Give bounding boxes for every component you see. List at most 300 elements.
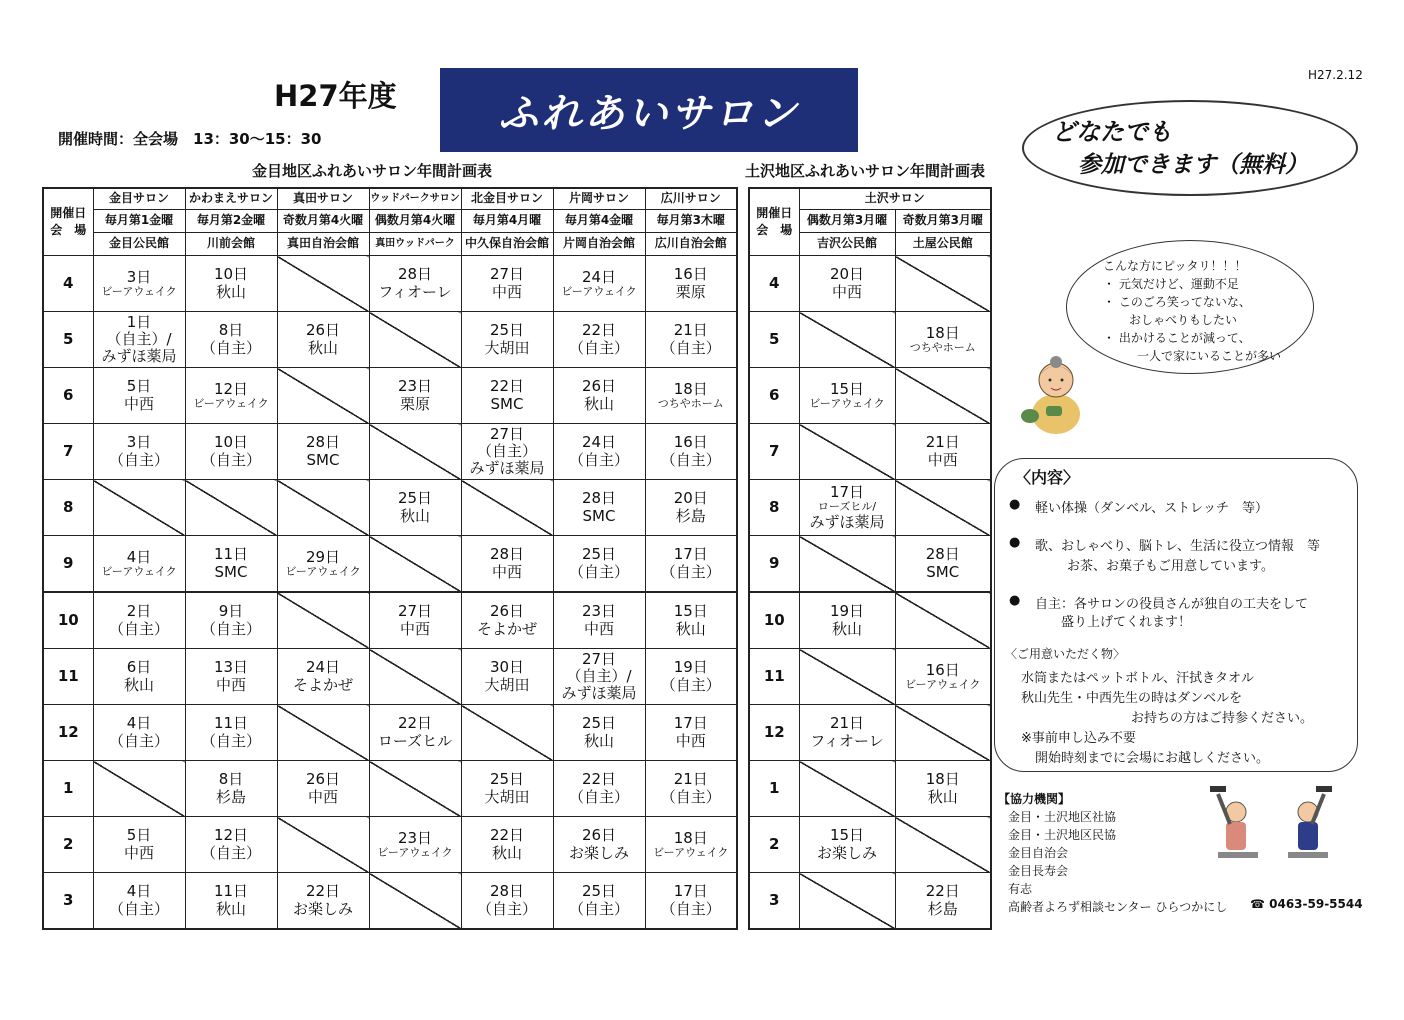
coop-item: 金目自治会 <box>1008 846 1069 860</box>
session-cell <box>461 256 553 312</box>
session-date: 28日 <box>397 265 433 284</box>
salon-schedule-header: 偶数月第3月曜 <box>799 210 895 233</box>
session-detail: お楽しみ <box>816 843 877 862</box>
no-session-cell <box>799 649 895 705</box>
session-cell <box>645 649 737 705</box>
session-detail: お楽しみ <box>568 843 629 862</box>
session-cell <box>645 536 737 593</box>
corner-label: 開催日 <box>756 206 793 221</box>
session-date: 10日 <box>213 265 249 284</box>
salon-schedule-header: 偶数月第4火曜 <box>369 210 461 233</box>
no-session-cell <box>369 312 461 368</box>
no-session-cell <box>895 817 991 873</box>
session-cell <box>895 649 991 705</box>
session-detail: 杉島 <box>675 506 706 525</box>
welcome-line-1: どなたでも <box>1052 118 1172 146</box>
session-cell <box>461 873 553 930</box>
session-detail: みずほ薬局 <box>561 684 637 703</box>
tsuchisawa-schedule-table <box>748 187 992 930</box>
no-session-cell <box>277 256 369 312</box>
salon-name-header: 片岡サロン <box>553 188 645 210</box>
kaneme-table-title: 金目地区ふれあいサロン年間計画表 <box>252 162 493 180</box>
session-detail: ビーアウェイク <box>809 396 885 410</box>
session-detail: （自主） <box>476 899 537 918</box>
no-session-cell <box>799 536 895 593</box>
session-detail: 秋山 <box>215 282 246 301</box>
session-date: 28日 <box>489 882 525 901</box>
session-date: 5日 <box>126 826 152 845</box>
session-cell <box>461 312 553 368</box>
bullet-icon: ● <box>1009 593 1021 608</box>
session-cell <box>553 312 645 368</box>
session-cell <box>799 368 895 424</box>
target-audience-bubble <box>1066 240 1314 374</box>
salon-venue-header: 真田自治会館 <box>277 233 369 256</box>
session-date: 28日 <box>305 433 341 452</box>
no-session-cell <box>369 873 461 930</box>
session-date: 19日 <box>829 602 865 621</box>
session-detail: （自主） <box>108 619 169 638</box>
session-date: 27日 <box>489 265 525 284</box>
session-detail: SMC <box>582 506 616 525</box>
session-detail: つちやホーム <box>909 340 976 354</box>
session-detail: 秋山 <box>675 619 706 638</box>
session-date: 3日 <box>126 267 152 286</box>
session-date: 16日 <box>673 433 708 452</box>
contents-item: 自主：各サロンの役員さんが独自の工夫をして <box>1035 597 1309 612</box>
session-date: 25日 <box>581 545 617 564</box>
session-date: 2日 <box>126 602 152 621</box>
item-to-bring: 水筒またはペットボトル、汗拭きタオル <box>1021 671 1254 686</box>
session-cell <box>369 480 461 536</box>
audience-item: ・ このごろ笑ってないな、 <box>1103 295 1251 309</box>
session-detail: みずほ薬局 <box>469 459 545 478</box>
session-detail: ビーアウェイク <box>653 845 729 859</box>
session-detail: みずほ薬局 <box>101 347 177 366</box>
session-date: 22日 <box>489 377 525 396</box>
session-cell <box>185 256 277 312</box>
contents-item: お茶、お菓子もご用意しています。 <box>1067 559 1274 574</box>
month-cell: 2 <box>749 817 799 873</box>
session-detail: ビーアウェイク <box>377 845 453 859</box>
session-detail: ローズヒル <box>377 731 453 750</box>
session-cell <box>93 368 185 424</box>
session-cell <box>895 424 991 480</box>
salon-schedule-header: 毎月第4月曜 <box>461 210 553 233</box>
session-detail: （自主） <box>476 441 537 460</box>
month-cell: 6 <box>749 368 799 424</box>
salon-venue-header: 土屋公民館 <box>895 233 991 256</box>
session-detail: （自主） <box>660 675 721 694</box>
session-detail: 秋山 <box>215 899 246 918</box>
bullet-icon: ● <box>1009 497 1021 512</box>
coop-title: 【協力機関】 <box>998 792 1071 806</box>
no-session-cell <box>799 424 895 480</box>
session-detail: （自主） <box>660 450 721 469</box>
salon-name-header: 金目サロン <box>93 188 185 210</box>
session-detail: （自主） <box>200 450 261 469</box>
session-detail: 中西 <box>123 843 154 862</box>
no-session-cell <box>799 761 895 817</box>
item-to-bring: お持ちの方はご持参ください。 <box>1131 711 1314 726</box>
no-session-cell <box>369 424 461 480</box>
session-cell <box>799 480 895 536</box>
session-date: 26日 <box>489 602 525 621</box>
month-cell: 1 <box>43 761 93 817</box>
session-cell <box>645 368 737 424</box>
no-session-cell <box>93 480 185 536</box>
session-detail: 秋山 <box>123 675 154 694</box>
session-date: 4日 <box>126 714 152 733</box>
session-cell <box>461 761 553 817</box>
salon-venue-header: 川前会館 <box>185 233 277 256</box>
session-detail: 秋山 <box>399 506 430 525</box>
month-cell: 9 <box>43 536 93 593</box>
month-cell: 3 <box>43 873 93 930</box>
session-date: 25日 <box>489 321 525 340</box>
session-detail: （自主） <box>660 562 721 581</box>
session-cell <box>277 649 369 705</box>
session-detail: 中西 <box>583 619 614 638</box>
grandmother-illustration <box>1016 350 1094 436</box>
session-cell <box>895 312 991 368</box>
session-date: 8日 <box>218 770 244 789</box>
salon-schedule-header: 奇数月第3月曜 <box>895 210 991 233</box>
session-detail: 大胡田 <box>484 787 530 806</box>
session-cell <box>645 873 737 930</box>
opening-hours: 開催時間：全会場 13：30～15：30 <box>58 130 322 148</box>
session-date: 13日 <box>213 658 249 677</box>
session-date: 22日 <box>305 882 341 901</box>
session-date: 23日 <box>397 828 433 847</box>
session-detail: 大胡田 <box>484 675 530 694</box>
no-session-cell <box>369 649 461 705</box>
contents-title: 〈内容〉 <box>1015 468 1080 487</box>
session-detail: （自主） <box>200 843 261 862</box>
session-date: 25日 <box>581 882 617 901</box>
session-cell <box>553 649 645 705</box>
session-detail: ビーアウェイク <box>193 396 269 410</box>
session-cell <box>277 312 369 368</box>
session-cell <box>185 368 277 424</box>
salon-venue-header: 中久保自治会館 <box>461 233 553 256</box>
welcome-line-2: 参加できます（無料） <box>1078 152 1308 178</box>
session-detail: （自主） <box>200 731 261 750</box>
session-cell <box>369 705 461 761</box>
corner-header <box>749 188 799 256</box>
welcome-callout <box>1022 100 1358 196</box>
no-session-cell <box>277 368 369 424</box>
session-cell <box>185 424 277 480</box>
session-detail: ビーアウェイク <box>561 284 637 298</box>
session-cell <box>645 817 737 873</box>
session-date: 22日 <box>397 714 433 733</box>
session-cell <box>553 480 645 536</box>
session-date: 24日 <box>581 267 617 286</box>
session-cell <box>799 817 895 873</box>
month-cell: 8 <box>749 480 799 536</box>
month-cell: 4 <box>43 256 93 312</box>
session-detail: （自主）/ <box>106 329 172 348</box>
session-cell <box>185 312 277 368</box>
session-date: 24日 <box>305 658 341 677</box>
session-cell <box>185 761 277 817</box>
session-date: 26日 <box>581 826 617 845</box>
session-date: 17日 <box>673 882 708 901</box>
session-cell <box>277 761 369 817</box>
session-detail: （自主） <box>568 787 629 806</box>
session-cell <box>369 817 461 873</box>
session-date: 25日 <box>581 714 617 733</box>
salon-venue-header: 吉沢公民館 <box>799 233 895 256</box>
no-session-cell <box>369 536 461 593</box>
session-detail: 杉島 <box>927 899 958 918</box>
session-detail: 中西 <box>399 619 430 638</box>
salon-name-header: 北金目サロン <box>461 188 553 210</box>
session-detail: 中西 <box>491 282 522 301</box>
session-cell <box>895 873 991 930</box>
session-date: 15日 <box>829 826 865 845</box>
session-detail: 秋山 <box>831 619 862 638</box>
no-session-cell <box>277 817 369 873</box>
session-date: 21日 <box>673 321 708 340</box>
session-date: 17日 <box>673 545 708 564</box>
session-date: 4日 <box>126 882 152 901</box>
session-date: 20日 <box>829 265 865 284</box>
session-detail: （自主） <box>568 338 629 357</box>
notice: ※事前申し込み不要 <box>1021 731 1136 746</box>
session-date: 12日 <box>213 826 249 845</box>
session-cell <box>553 817 645 873</box>
session-detail: ビーアウェイク <box>101 564 177 578</box>
session-cell <box>185 705 277 761</box>
session-cell <box>369 368 461 424</box>
session-detail: フィオーレ <box>810 731 884 750</box>
salon-name-header: 土沢サロン <box>799 188 991 210</box>
session-date: 30日 <box>489 658 525 677</box>
session-date: 28日 <box>489 545 525 564</box>
items-to-bring-title: 〈ご用意いただく物〉 <box>1005 647 1126 661</box>
session-detail: 中西 <box>675 731 706 750</box>
session-detail: 中西 <box>491 562 522 581</box>
salon-name-header: 真田サロン <box>277 188 369 210</box>
contents-box <box>994 458 1358 772</box>
salon-schedule-header: 毎月第3木曜 <box>645 210 737 233</box>
session-cell <box>93 705 185 761</box>
session-date: 24日 <box>581 433 617 452</box>
session-cell <box>799 592 895 649</box>
session-date: 28日 <box>581 489 617 508</box>
session-date: 26日 <box>305 770 341 789</box>
session-date: 3日 <box>126 433 152 452</box>
session-cell <box>461 592 553 649</box>
session-date: 1日 <box>126 312 152 331</box>
page-title-banner: ふれあいサロン <box>440 68 858 152</box>
session-detail: フィオーレ <box>378 282 452 301</box>
session-cell <box>645 761 737 817</box>
session-cell <box>645 480 737 536</box>
session-date: 27日 <box>489 424 525 443</box>
session-cell <box>645 256 737 312</box>
session-detail: SMC <box>490 394 524 413</box>
salon-name-header: かわまえサロン <box>185 188 277 210</box>
exercise-illustration <box>1200 782 1350 882</box>
month-cell: 12 <box>43 705 93 761</box>
bullet-icon: ● <box>1009 535 1021 550</box>
session-cell <box>93 312 185 368</box>
month-cell: 10 <box>749 592 799 649</box>
session-detail: 秋山 <box>307 338 338 357</box>
session-detail: 秋山 <box>583 731 614 750</box>
coop-item: 高齢者よろず相談センター ひらつかにし <box>1008 900 1228 914</box>
session-detail: 中西 <box>927 450 958 469</box>
session-cell <box>185 873 277 930</box>
session-date: 22日 <box>489 826 525 845</box>
session-date: 15日 <box>673 602 708 621</box>
month-cell: 8 <box>43 480 93 536</box>
session-date: 23日 <box>397 377 433 396</box>
month-cell: 7 <box>749 424 799 480</box>
session-detail: （自主） <box>568 450 629 469</box>
session-date: 26日 <box>581 377 617 396</box>
corner-label: 会 場 <box>50 223 87 237</box>
session-detail: そよかぜ <box>292 675 353 694</box>
session-date: 20日 <box>673 489 708 508</box>
session-detail: （自主） <box>568 562 629 581</box>
corner-label: 会 場 <box>756 223 793 237</box>
session-date: 21日 <box>925 433 960 452</box>
session-detail: お楽しみ <box>292 899 353 918</box>
no-session-cell <box>93 761 185 817</box>
session-cell <box>895 536 991 593</box>
no-session-cell <box>895 368 991 424</box>
session-date: 21日 <box>829 714 865 733</box>
session-date: 27日 <box>581 649 617 668</box>
session-cell <box>553 424 645 480</box>
session-cell <box>461 817 553 873</box>
salon-schedule-header: 毎月第1金曜 <box>93 210 185 233</box>
no-session-cell <box>461 480 553 536</box>
session-date: 6日 <box>126 658 152 677</box>
fiscal-year: H27年度 <box>274 79 397 113</box>
session-cell <box>895 761 991 817</box>
session-cell <box>553 873 645 930</box>
month-cell: 12 <box>749 705 799 761</box>
session-date: 25日 <box>489 770 525 789</box>
month-cell: 2 <box>43 817 93 873</box>
session-cell <box>277 424 369 480</box>
session-detail: SMC <box>926 562 960 581</box>
session-date: 19日 <box>673 658 708 677</box>
session-cell <box>553 705 645 761</box>
session-detail: （自主） <box>660 899 721 918</box>
month-cell: 6 <box>43 368 93 424</box>
month-cell: 5 <box>43 312 93 368</box>
tsuchisawa-table-title: 土沢地区ふれあいサロン年間計画表 <box>745 162 986 180</box>
no-session-cell <box>277 480 369 536</box>
session-date: 23日 <box>581 602 617 621</box>
item-to-bring: 秋山先生・中西先生の時はダンベルを <box>1021 691 1243 706</box>
coop-item: 金目・土沢地区民協 <box>1008 828 1117 842</box>
corner-label: 開催日 <box>50 206 87 221</box>
session-date: 12日 <box>213 379 249 398</box>
month-cell: 1 <box>749 761 799 817</box>
session-date: 8日 <box>218 321 244 340</box>
month-cell: 10 <box>43 592 93 649</box>
session-detail: （自主） <box>108 899 169 918</box>
session-cell <box>553 761 645 817</box>
kaneme-schedule-table <box>42 187 738 930</box>
session-date: 25日 <box>397 489 433 508</box>
audience-item: ・ 元気だけど、運動不足 <box>1103 277 1239 291</box>
no-session-cell <box>277 705 369 761</box>
session-detail: 栗原 <box>675 282 706 301</box>
session-date: 22日 <box>925 882 960 901</box>
month-cell: 4 <box>749 256 799 312</box>
session-date: 4日 <box>126 547 152 566</box>
salon-name-header: 広川サロン <box>645 188 737 210</box>
session-detail: SMC <box>306 450 340 469</box>
session-date: 18日 <box>925 770 960 789</box>
session-cell <box>93 424 185 480</box>
session-detail: （自主） <box>660 338 721 357</box>
session-detail: つちやホーム <box>657 396 724 410</box>
salon-venue-header: 広川自治会館 <box>645 233 737 256</box>
no-session-cell <box>895 705 991 761</box>
session-cell <box>185 817 277 873</box>
contents-item: 盛り上げてくれます！ <box>1061 615 1192 630</box>
session-date: 11日 <box>213 545 249 564</box>
salon-venue-header: 真田ウッドパーク <box>369 233 461 256</box>
session-detail: 中西 <box>307 787 338 806</box>
session-detail: 中西 <box>215 675 246 694</box>
session-cell <box>369 592 461 649</box>
session-cell <box>645 592 737 649</box>
no-session-cell <box>799 873 895 930</box>
coop-item: 有志 <box>1008 882 1033 896</box>
month-cell: 11 <box>749 649 799 705</box>
no-session-cell <box>895 480 991 536</box>
contents-item: 歌、おしゃべり、脳トレ、生活に役立つ情報 等 <box>1035 539 1320 554</box>
session-date: 18日 <box>673 379 708 398</box>
session-cell <box>461 536 553 593</box>
session-detail: 杉島 <box>215 787 246 806</box>
session-cell <box>645 424 737 480</box>
salon-venue-header: 片岡自治会館 <box>553 233 645 256</box>
session-detail: 秋山 <box>491 843 522 862</box>
session-detail: （自主） <box>568 899 629 918</box>
salon-schedule-header: 毎月第2金曜 <box>185 210 277 233</box>
session-date: 15日 <box>829 379 865 398</box>
session-cell <box>93 536 185 593</box>
no-session-cell <box>895 592 991 649</box>
session-detail: 中西 <box>831 282 862 301</box>
session-date: 5日 <box>126 377 152 396</box>
session-detail: （自主） <box>108 450 169 469</box>
session-detail: 栗原 <box>399 394 430 413</box>
session-date: 21日 <box>673 770 708 789</box>
session-date: 22日 <box>581 770 617 789</box>
session-date: 10日 <box>213 433 249 452</box>
session-detail: （自主） <box>200 338 261 357</box>
session-cell <box>93 817 185 873</box>
session-date: 18日 <box>925 323 960 342</box>
session-date: 26日 <box>305 321 341 340</box>
session-detail: そよかぜ <box>476 619 537 638</box>
salon-schedule-header: 毎月第4金曜 <box>553 210 645 233</box>
no-session-cell <box>277 592 369 649</box>
session-detail: みずほ薬局 <box>809 512 885 531</box>
